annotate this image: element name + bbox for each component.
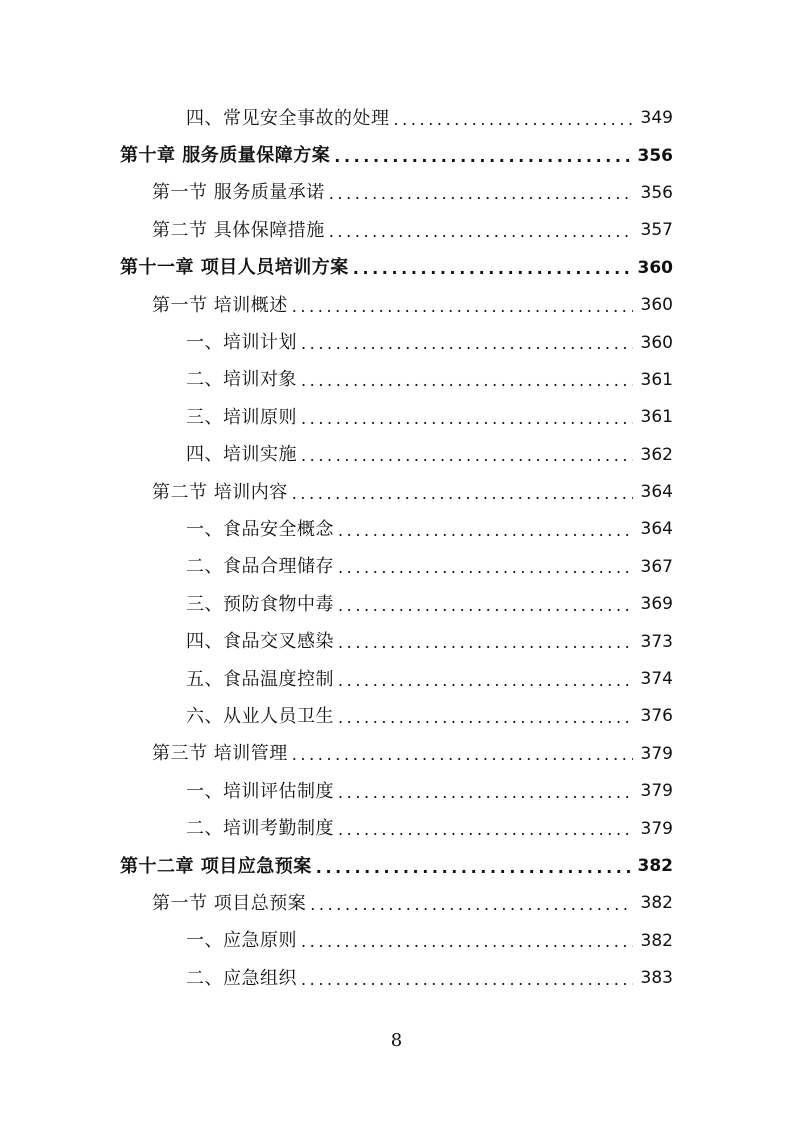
toc-entry-title: 第二节 培训内容 — [152, 481, 288, 503]
toc-dot-leader — [338, 785, 633, 801]
toc-entry-title: 第二节 具体保障措施 — [152, 219, 325, 241]
toc-entry-page-number: 360 — [640, 332, 673, 353]
toc-entry-title: 第十二章 项目应急预案 — [120, 855, 312, 877]
toc-entry-subsection[interactable] — [0, 324, 793, 361]
toc-entry-page-number: 369 — [640, 594, 673, 615]
toc-entry-title: 第一节 培训概述 — [152, 294, 288, 316]
toc-entry-page-number: 356 — [637, 145, 673, 166]
toc-entry-subsection[interactable] — [0, 549, 793, 586]
toc-entry-page-number: 383 — [640, 968, 673, 989]
toc-entry-subsection[interactable] — [0, 511, 793, 548]
toc-dot-leader — [338, 710, 633, 726]
toc-dot-leader — [310, 897, 632, 913]
toc-entry-page-number: 373 — [640, 631, 673, 652]
toc-entry-chapter[interactable] — [0, 250, 793, 287]
toc-entry-page-number: 382 — [637, 856, 673, 876]
toc-entry-page-number: 360 — [640, 295, 673, 316]
toc-entry-subsection[interactable] — [0, 623, 793, 660]
toc-entry-page-number: 379 — [640, 781, 673, 802]
toc-entry-page-number: 356 — [640, 182, 673, 203]
toc-dot-leader — [329, 224, 633, 240]
toc-dot-leader — [338, 635, 633, 651]
toc-entry-page-number: 382 — [640, 893, 673, 914]
toc-entry-subsection[interactable] — [0, 100, 793, 137]
toc-entry-title: 一、培训评估制度 — [186, 780, 334, 802]
toc-dot-leader — [353, 261, 630, 277]
toc-entry-page-number: 361 — [640, 407, 673, 428]
toc-dot-leader — [301, 373, 633, 389]
toc-entry-section[interactable] — [0, 736, 793, 773]
toc-entry-page-number: 361 — [640, 369, 673, 390]
toc-entry-section[interactable] — [0, 474, 793, 511]
toc-entry-title: 第十章 服务质量保障方案 — [120, 145, 331, 167]
toc-entry-page-number: 376 — [640, 706, 673, 727]
toc-entry-title: 六、从业人员卫生 — [186, 705, 334, 727]
table-of-contents — [0, 100, 793, 997]
toc-dot-leader — [338, 598, 633, 614]
toc-entry-subsection[interactable] — [0, 661, 793, 698]
toc-entry-page-number: 357 — [640, 220, 673, 241]
toc-dot-leader — [292, 747, 633, 763]
toc-entry-title: 四、常见安全事故的处理 — [186, 107, 390, 129]
toc-entry-subsection[interactable] — [0, 362, 793, 399]
toc-dot-leader — [301, 411, 633, 427]
toc-dot-leader — [334, 149, 629, 165]
toc-entry-title: 第十一章 项目人员培训方案 — [120, 257, 349, 279]
toc-dot-leader — [292, 486, 633, 502]
toc-entry-page-number: 364 — [640, 519, 673, 540]
toc-entry-title: 二、应急组织 — [186, 967, 297, 989]
toc-entry-subsection[interactable] — [0, 586, 793, 623]
toc-entry-page-number: 362 — [640, 444, 673, 465]
toc-dot-leader — [301, 336, 633, 352]
toc-entry-section[interactable] — [0, 175, 793, 212]
toc-entry-title: 一、食品安全概念 — [186, 518, 334, 540]
toc-entry-subsection[interactable] — [0, 437, 793, 474]
toc-entry-title: 五、食品温度控制 — [186, 668, 334, 690]
toc-entry-page-number: 379 — [640, 818, 673, 839]
toc-entry-subsection[interactable] — [0, 698, 793, 735]
toc-entry-page-number: 360 — [637, 257, 673, 278]
toc-entry-subsection[interactable] — [0, 773, 793, 810]
toc-dot-leader — [329, 186, 633, 202]
toc-entry-title: 二、培训考勤制度 — [186, 818, 334, 840]
toc-entry-title: 三、预防食物中毒 — [186, 593, 334, 615]
toc-entry-title: 二、培训对象 — [186, 369, 297, 391]
page-number: 8 — [390, 1030, 403, 1051]
toc-dot-leader — [338, 560, 633, 576]
toc-entry-page-number: 374 — [640, 669, 673, 690]
toc-entry-subsection[interactable] — [0, 399, 793, 436]
toc-dot-leader — [301, 934, 633, 950]
toc-entry-page-number: 364 — [640, 482, 673, 503]
toc-entry-title: 第一节 服务质量承诺 — [152, 182, 325, 204]
toc-entry-subsection[interactable] — [0, 960, 793, 997]
toc-entry-title: 四、培训实施 — [186, 444, 297, 466]
toc-entry-section[interactable] — [0, 287, 793, 324]
toc-entry-title: 一、应急原则 — [186, 930, 297, 952]
toc-entry-page-number: 349 — [640, 108, 673, 129]
toc-entry-section[interactable] — [0, 212, 793, 249]
toc-entry-title: 第一节 项目总预案 — [152, 892, 307, 914]
toc-dot-leader — [292, 299, 633, 315]
toc-dot-leader — [394, 112, 633, 128]
toc-entry-title: 二、食品合理储存 — [186, 556, 334, 578]
toc-dot-leader — [316, 860, 630, 876]
toc-dot-leader — [301, 972, 633, 988]
toc-entry-page-number: 367 — [640, 556, 673, 577]
toc-entry-page-number: 382 — [640, 930, 673, 951]
toc-entry-chapter[interactable] — [0, 137, 793, 174]
toc-entry-subsection[interactable] — [0, 810, 793, 847]
toc-entry-title: 一、培训计划 — [186, 332, 297, 354]
toc-dot-leader — [338, 523, 633, 539]
toc-entry-section[interactable] — [0, 885, 793, 922]
toc-dot-leader — [338, 673, 633, 689]
toc-dot-leader — [338, 822, 633, 838]
toc-entry-subsection[interactable] — [0, 923, 793, 960]
toc-entry-page-number: 379 — [640, 743, 673, 764]
toc-entry-title: 四、食品交叉感染 — [186, 631, 334, 653]
toc-dot-leader — [301, 448, 633, 464]
toc-entry-title: 三、培训原则 — [186, 406, 297, 428]
toc-entry-chapter[interactable] — [0, 848, 793, 885]
toc-entry-title: 第三节 培训管理 — [152, 743, 288, 765]
